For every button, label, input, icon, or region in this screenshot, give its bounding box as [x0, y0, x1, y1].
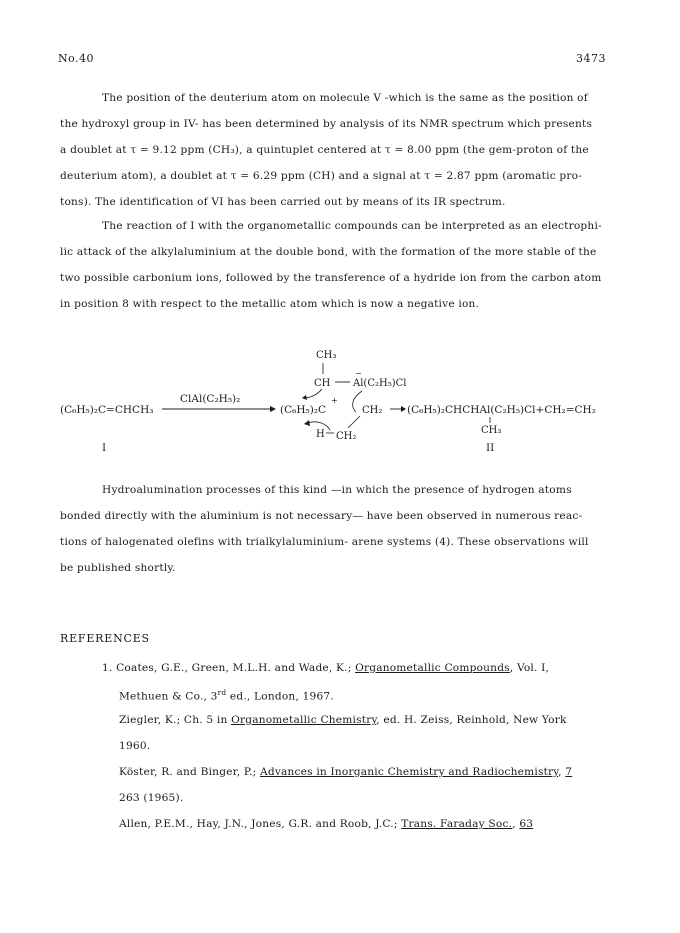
reference-line: 263 (1965). — [119, 792, 184, 804]
arrowhead — [302, 395, 307, 400]
ch2-group-bottom: CH₂ — [336, 431, 357, 442]
text-line: in position 8 with respect to the metallic atom which is now a negative ion. — [60, 298, 480, 310]
volume-number: 7 — [565, 766, 573, 778]
journal-number: No.40 — [58, 52, 95, 65]
hydrogen-atom: H — [316, 429, 325, 440]
compound-label-II: II — [486, 442, 495, 454]
bond-ch2-ch2 — [348, 416, 360, 428]
arrowhead — [401, 406, 406, 412]
reference-line: Ziegler, K.; Ch. 5 in Organometallic Chemistry, ed. H. Zeiss, Reinhold, New York — [119, 714, 567, 726]
product-ch3: CH₃ — [481, 425, 502, 436]
book-title: Organometallic Chemistry — [231, 714, 377, 726]
aluminate-charge: − — [355, 369, 362, 378]
text-line: The position of the deuterium atom on molecule V -which is the same as the position of — [102, 92, 588, 104]
volume-number: 63 — [519, 818, 534, 830]
text-line: be published shortly. — [60, 562, 176, 574]
text-line: a doublet at τ = 9.12 ppm (CH₃), a quintuplet centered at τ = 8.00 ppm (the gem-proton of the — [60, 144, 589, 156]
bond-al-ch2-arc — [353, 391, 362, 412]
intermediate-formula: (C₆H₅)₂C — [280, 404, 327, 416]
text-line: Hydroalumination processes of this kind —in which the presence of hydrogen atoms — [102, 484, 572, 496]
reference-line: Köster, R. and Binger, P.; Advances in Inorganic Chemistry and Radiochemistry, 7 — [119, 766, 573, 778]
carbocation-charge: + — [331, 396, 338, 405]
ch3-group-top: CH₃ — [316, 350, 337, 361]
arrowhead — [270, 406, 276, 412]
book-title: Advances in Inorganic Chemistry and Radiochemistry — [259, 766, 559, 778]
text-line: lic attack of the alkylaluminium at the double bond, with the formation of the more stable of the — [60, 246, 597, 258]
arrowhead — [304, 420, 310, 426]
references-heading: REFERENCES — [60, 632, 150, 645]
reactant-formula: (C₆H₅)₂C=CHCH₃ — [60, 404, 154, 416]
book-title: Organometallic Compounds — [355, 662, 510, 674]
text-line: bonded directly with the aluminium is not necessary— have been observed in numerous reac- — [60, 510, 583, 522]
ch-group: CH — [314, 378, 331, 389]
al-group: Al(C₂H₅)Cl — [353, 378, 407, 389]
page-number: 3473 — [576, 52, 606, 65]
product-formula: (C₆H₅)₂CHCHAl(C₂H₅)Cl+CH₂=CH₂ — [407, 404, 596, 416]
text-line: two possible carbonium ions, followed by the transference of a hydride ion from the carbon atom — [60, 272, 602, 284]
journal-title: Trans. Faraday Soc. — [401, 818, 513, 830]
reference-line: 1960. — [119, 740, 151, 752]
compound-label-I: I — [102, 442, 107, 454]
reference-line: Methuen & Co., 3rd ed., London, 1967. — [119, 688, 334, 703]
text-line: tions of halogenated olefins with trialkylaluminium- arene systems (4). These observations will — [60, 536, 589, 548]
text-line: tons). The identification of VI has been carried out by means of its IR spectrum. — [60, 196, 506, 208]
reference-line: Allen, P.E.M., Hay, J.N., Jones, G.R. and Roob, J.C.; Trans. Faraday Soc., 63 — [119, 818, 534, 830]
ch2-group-right: CH₂ — [362, 405, 383, 416]
reference-line: 1. Coates, G.E., Green, M.L.H. and Wade, K.; Organometallic Compounds, Vol. I, — [102, 662, 550, 674]
text-line: the hydroxyl group in IV- has been determined by analysis of its NMR spectrum which presents — [60, 118, 593, 130]
curved-arrow-al — [306, 389, 322, 398]
text-line: The reaction of I with the organometallic compounds can be interpreted as an electrophi- — [102, 220, 602, 232]
reagent-label: ClAl(C₂H₅)₂ — [180, 393, 241, 405]
text-line: deuterium atom), a doublet at τ = 6.29 ppm (CH) and a signal at τ = 2.87 ppm (aromatic pro- — [60, 170, 583, 182]
curved-arrow-hydride — [308, 422, 330, 430]
